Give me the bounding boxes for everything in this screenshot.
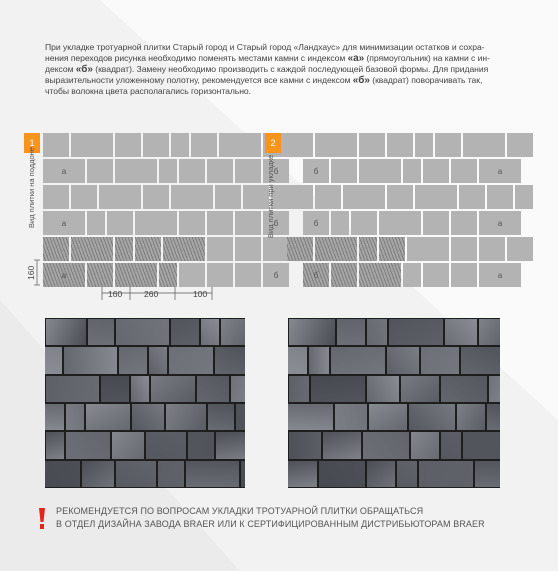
paving-stone — [386, 346, 420, 374]
paving-stone — [322, 431, 362, 459]
paving-stone — [478, 318, 500, 346]
paving-stone — [45, 318, 87, 346]
paving-stone — [207, 403, 235, 431]
warning-text — [56, 505, 485, 531]
tile — [331, 159, 357, 183]
paving-stone — [366, 318, 388, 346]
paving-stone — [462, 431, 500, 459]
index-b-label-2: «б» — [352, 75, 370, 86]
laying-photo — [288, 318, 500, 488]
tile — [379, 211, 421, 235]
intro-line-5: чтобы волокна цвета располагались горизонтально. — [45, 86, 251, 96]
tile-mark-a: а — [479, 159, 521, 183]
paving-stone — [334, 403, 368, 431]
tile — [423, 263, 449, 287]
paving-stone — [288, 375, 310, 403]
paving-stone — [410, 431, 440, 459]
paving-stone — [81, 460, 115, 488]
paving-stone — [318, 460, 366, 488]
scheme-2-badge: 2 — [265, 133, 281, 153]
paving-stone — [460, 346, 500, 374]
intro-line-1: При укладке тротуарной плитки Старый город и Старый город «Ландхаус» для минимизации остатков и сохра- — [45, 42, 485, 52]
warning-line-2: В ОТДЕЛ ДИЗАЙНА ЗАВОДА BRAER ИЛИ К СЕРТИФИЦИРОВАННЫМ ДИСТРИБЬЮТОРАМ BRAER — [56, 519, 485, 529]
tile — [359, 133, 385, 157]
paving-stone — [85, 403, 131, 431]
paving-stone — [168, 346, 214, 374]
paving-stone — [288, 346, 308, 374]
paving-stone — [185, 460, 240, 488]
intro-line-3b: (квадрат). Замену необходимо производить с каждой последующей базовой формы. Для придания — [92, 64, 489, 74]
paving-stone — [130, 375, 150, 403]
tile-mark-b: б — [303, 159, 329, 183]
tile — [487, 185, 513, 209]
paving-stone — [310, 375, 366, 403]
paving-stone — [145, 431, 187, 459]
paving-stone — [45, 346, 63, 374]
paving-stone — [118, 346, 148, 374]
paving-stone — [474, 460, 500, 488]
tile — [451, 159, 477, 183]
paving-stone — [288, 460, 318, 488]
tile-mark-a: а — [43, 159, 85, 183]
paving-stone — [308, 346, 330, 374]
tile — [287, 133, 313, 157]
tile — [451, 211, 477, 235]
tile-mark-b: б — [263, 211, 289, 235]
pallet-photo — [45, 318, 245, 488]
tile-mark-a: а — [479, 263, 521, 287]
tile — [343, 185, 385, 209]
exclamation-icon — [38, 508, 46, 530]
tile — [287, 185, 313, 209]
paving-stone — [235, 403, 245, 431]
tile — [315, 133, 357, 157]
tile-mark-b: б — [303, 211, 329, 235]
paving-stone — [408, 403, 456, 431]
tile — [423, 211, 449, 235]
paving-stone — [187, 431, 215, 459]
tile — [359, 263, 401, 287]
paving-stone — [400, 375, 440, 403]
scheme-1-badge: 1 — [24, 133, 40, 153]
tile — [459, 185, 485, 209]
tile — [351, 211, 377, 235]
paving-stone — [115, 460, 157, 488]
paving-stone — [63, 346, 118, 374]
paving-stone — [230, 375, 245, 403]
tile-mark-b: б — [263, 159, 289, 183]
paving-stone — [488, 375, 500, 403]
tile — [387, 185, 413, 209]
tile-mark-b: б — [303, 263, 329, 287]
paving-stone — [45, 431, 65, 459]
tile — [479, 237, 505, 261]
paving-stone — [150, 375, 196, 403]
paving-stone — [288, 431, 322, 459]
tile-mark-a: а — [43, 211, 85, 235]
scheme-2-label: Вид плитки при укладке — [266, 154, 275, 238]
intro-line-4b: (квадрат) поворачивать так, — [369, 75, 483, 85]
tile — [451, 263, 477, 287]
tile — [387, 133, 413, 157]
paving-stone — [215, 431, 245, 459]
paving-stone — [157, 460, 185, 488]
paving-stone — [330, 346, 386, 374]
tile — [507, 237, 533, 261]
paving-stone — [170, 318, 200, 346]
tile-mark-b: б — [263, 263, 289, 287]
warning-line-1: РЕКОМЕНДУЕТСЯ ПО ВОПРОСАМ УКЛАДКИ ТРОТУАРНОЙ ПЛИТКИ ОБРАЩАТЬСЯ — [56, 506, 424, 516]
paving-stone — [368, 403, 408, 431]
paving-stone — [45, 375, 100, 403]
tile — [463, 133, 505, 157]
scheme-1-label: Вид плитки на поддоне — [27, 147, 36, 228]
tile — [315, 237, 357, 261]
paving-stone — [362, 431, 410, 459]
tile — [403, 159, 421, 183]
intro-line-2b: (прямоугольник) на камни с ин- — [364, 53, 490, 63]
paving-stone — [418, 460, 474, 488]
dimension-width-1: 160 — [108, 289, 123, 299]
tile — [331, 263, 357, 287]
tile — [435, 133, 461, 157]
tile — [515, 185, 533, 209]
paving-stone — [87, 318, 115, 346]
paving-stone — [288, 318, 336, 346]
tile — [379, 237, 405, 261]
intro-line-4a: выразительности уложенному полотну, рекомендуется все камни с индексом — [45, 75, 353, 85]
paving-stone — [240, 460, 245, 488]
tile — [359, 159, 401, 183]
tile — [403, 263, 421, 287]
tile-mark-a: а — [43, 263, 85, 287]
paving-stone — [366, 375, 400, 403]
paving-stone — [486, 403, 500, 431]
tile-mark-a: а — [479, 211, 521, 235]
paving-stone — [420, 346, 460, 374]
dimension-width-2: 260 — [144, 289, 159, 299]
paving-stone — [214, 346, 245, 374]
index-b-label: «б» — [75, 64, 93, 75]
tile — [451, 237, 477, 261]
paving-stone — [45, 403, 65, 431]
paving-stone — [65, 403, 85, 431]
tile — [423, 159, 449, 183]
paving-stone — [100, 375, 130, 403]
intro-line-2a: нения переходов рисунка необходимо поменять местами камни с индексом — [45, 53, 348, 63]
paving-stone — [388, 318, 444, 346]
paving-stone — [131, 403, 165, 431]
paving-stone — [396, 460, 418, 488]
paving-stone — [456, 403, 486, 431]
paving-stone — [115, 318, 170, 346]
dimension-height: 160 — [26, 265, 36, 280]
paving-stone — [148, 346, 168, 374]
paving-stone — [440, 375, 488, 403]
paving-stone — [200, 318, 220, 346]
tile — [359, 237, 377, 261]
paving-stone — [336, 318, 366, 346]
paving-stone — [220, 318, 245, 346]
tile — [331, 211, 349, 235]
paving-stone — [165, 403, 207, 431]
tile — [507, 133, 533, 157]
paving-stone — [444, 318, 478, 346]
paving-stone — [366, 460, 396, 488]
tile — [407, 237, 449, 261]
paving-stone — [111, 431, 145, 459]
paving-stone — [196, 375, 230, 403]
dimension-width-3: 100 — [193, 289, 208, 299]
paving-stone — [440, 431, 462, 459]
tile — [415, 185, 457, 209]
tile — [315, 185, 341, 209]
paving-stone — [45, 460, 81, 488]
index-a-label: «а» — [347, 53, 365, 64]
tile — [415, 133, 433, 157]
tile — [287, 237, 313, 261]
paving-stone — [65, 431, 111, 459]
paving-stone — [288, 403, 334, 431]
intro-line-3a: дексом — [45, 64, 76, 74]
